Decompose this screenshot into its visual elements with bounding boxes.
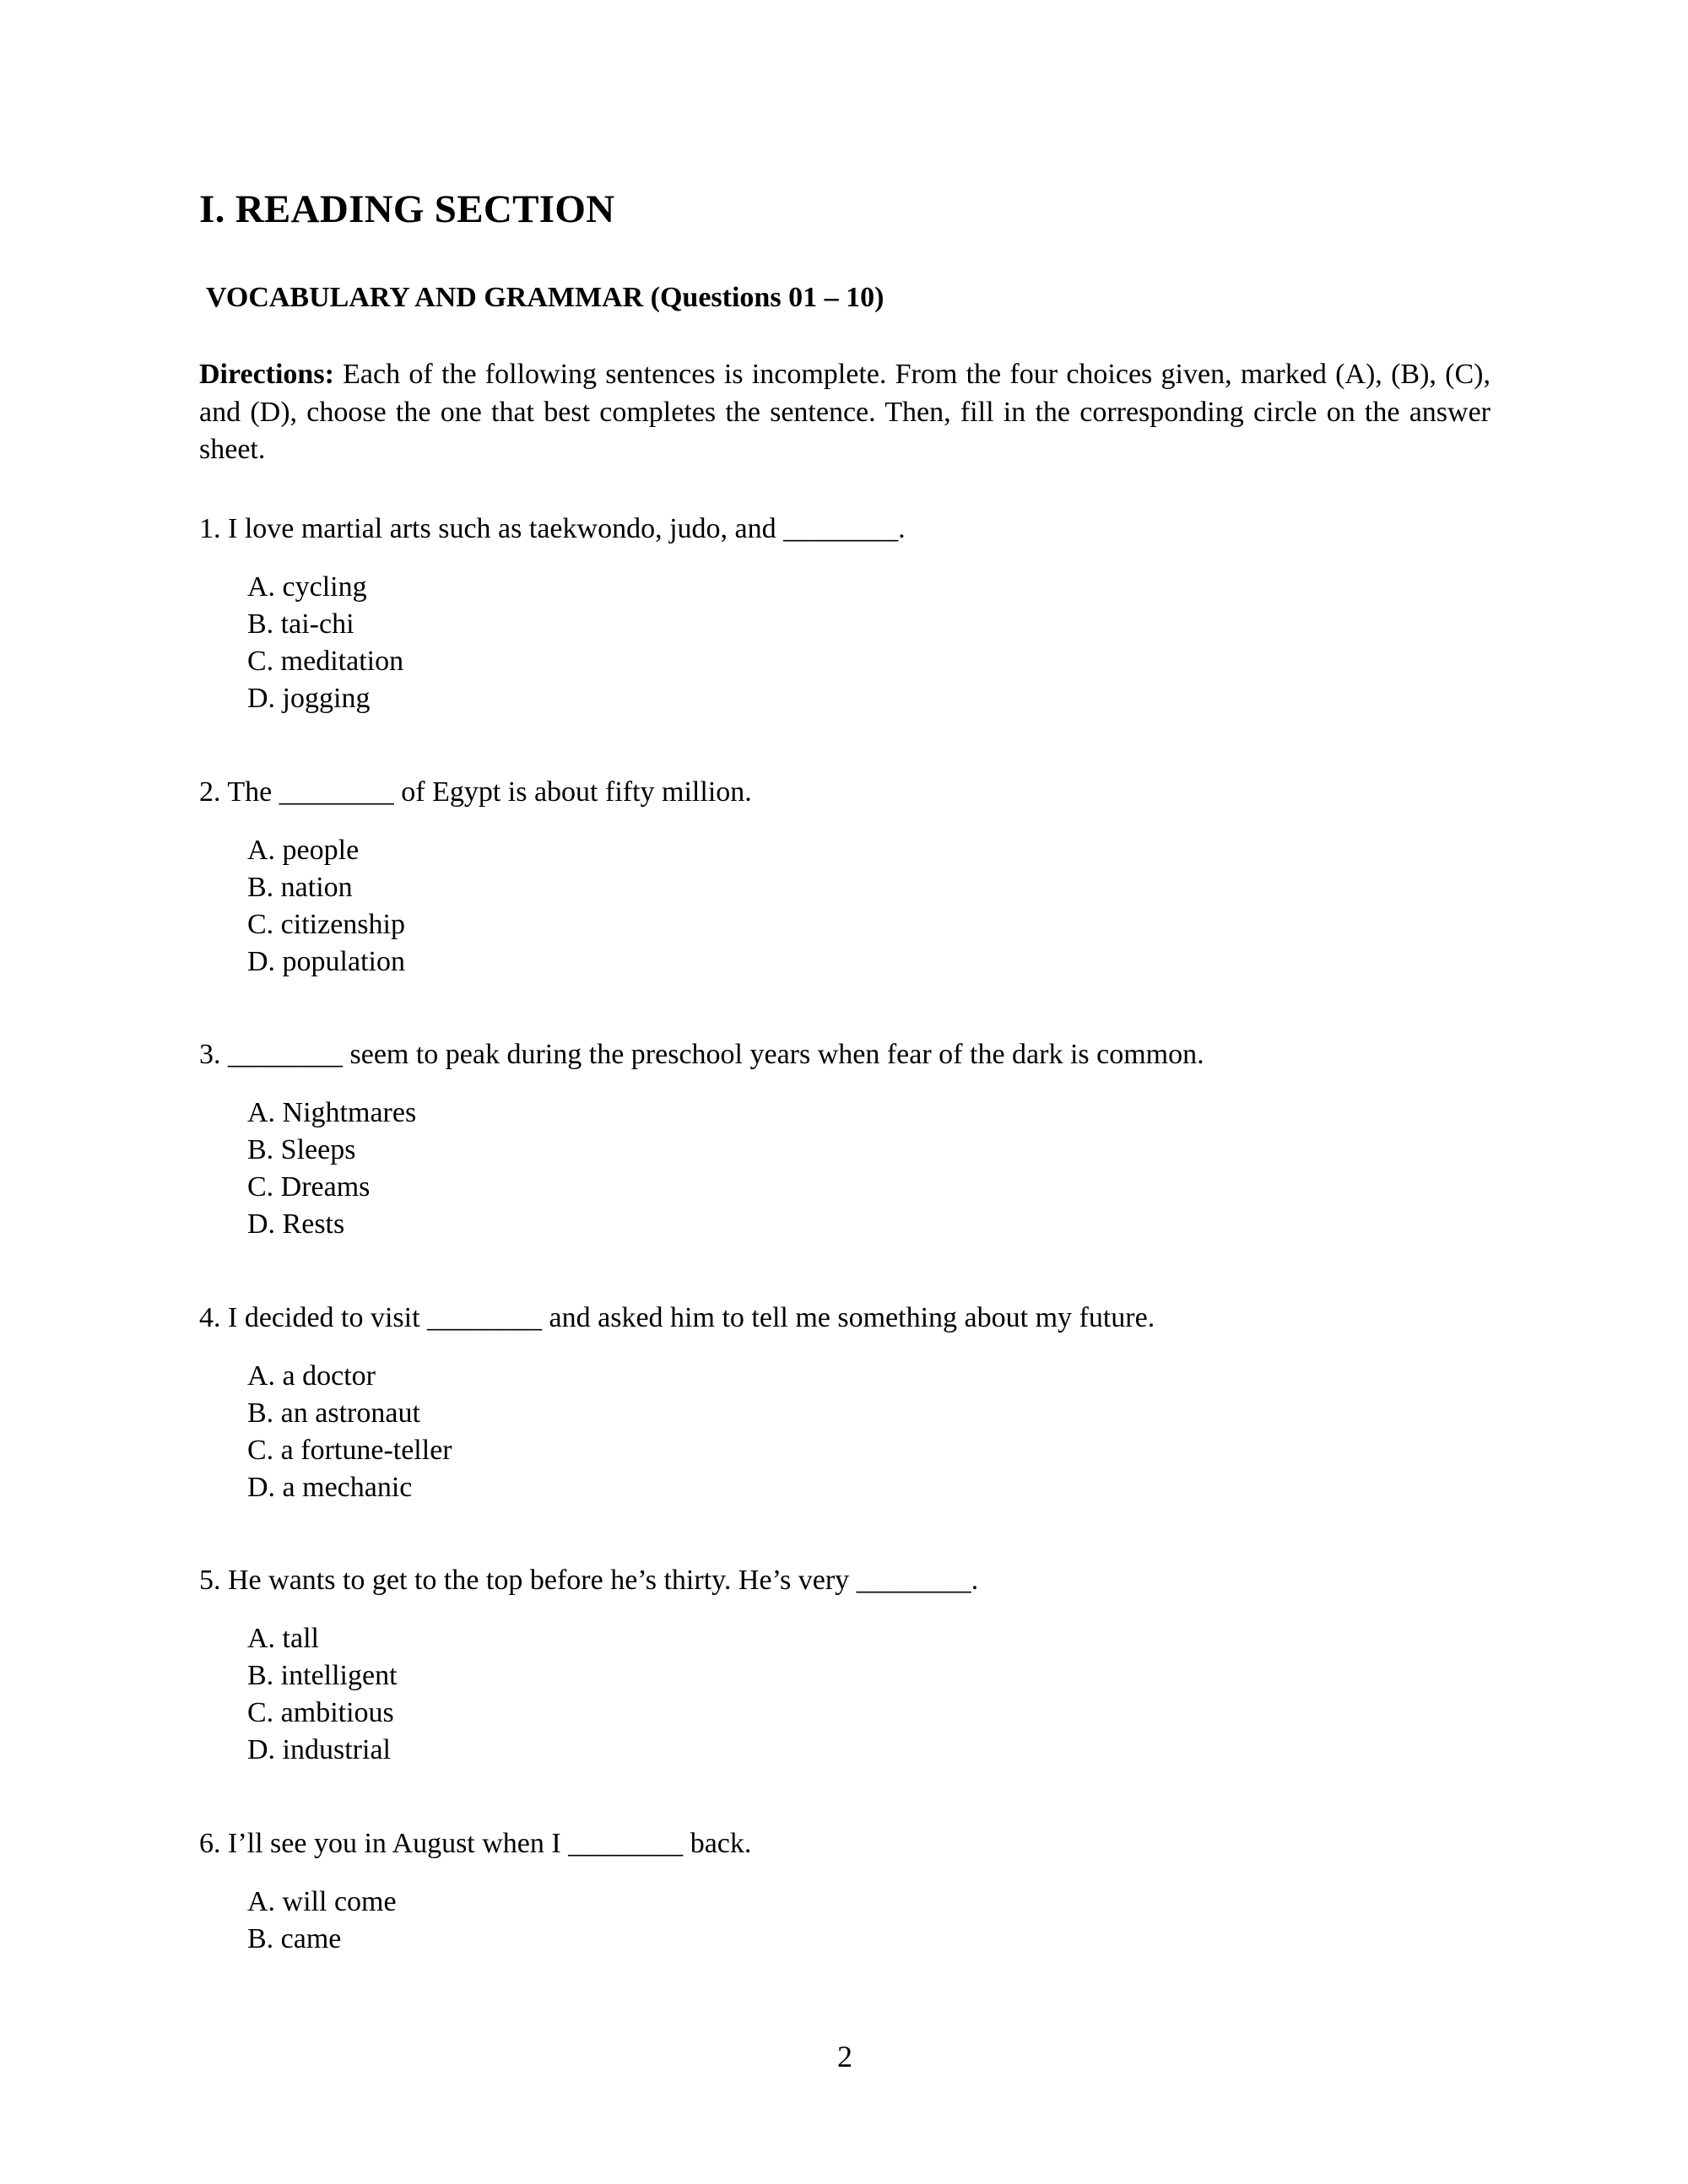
question-stem: 3. ________ seem to peak during the preschool years when fear of the dark is common. bbox=[199, 1039, 1204, 1070]
question-stem: 2. The ________ of Egypt is about fifty million. bbox=[199, 776, 752, 808]
option-b: B. came bbox=[247, 1923, 342, 1954]
option-b: B. Sleeps bbox=[247, 1134, 356, 1165]
option-d: D. a mechanic bbox=[247, 1472, 413, 1503]
page-number: 2 bbox=[837, 2040, 852, 2073]
option-list bbox=[199, 1358, 1491, 1506]
directions-text: Each of the following sentences is incomplete. From the four choices given, marked (A), (B), (C), and (D), choose the one that best completes the sentence. Then, fill in the corresponding circle on the answer sheet. bbox=[199, 359, 1491, 465]
subsection-title: VOCABULARY AND GRAMMAR (Questions 01 – 10) bbox=[206, 282, 885, 313]
directions-label: Directions: bbox=[199, 359, 334, 390]
question-stem: 1. I love martial arts such as taekwondo, judo, and ________. bbox=[199, 513, 906, 544]
question-1 bbox=[199, 511, 1491, 717]
option-list bbox=[199, 569, 1491, 717]
option-a: A. tall bbox=[247, 1623, 319, 1654]
option-b: B. tai-chi bbox=[247, 608, 354, 640]
option-a: A. people bbox=[247, 835, 360, 866]
option-list bbox=[199, 832, 1491, 981]
question-stem: 6. I’ll see you in August when I ________ back. bbox=[199, 1828, 752, 1859]
question-3 bbox=[199, 1036, 1491, 1243]
option-c: C. Dreams bbox=[247, 1171, 371, 1203]
option-d: D. population bbox=[247, 946, 405, 977]
option-list bbox=[199, 1620, 1491, 1769]
option-list bbox=[199, 1884, 1491, 1958]
question-5 bbox=[199, 1562, 1491, 1769]
option-d: D. Rests bbox=[247, 1208, 345, 1240]
option-d: D. jogging bbox=[247, 683, 371, 714]
question-4 bbox=[199, 1300, 1491, 1506]
option-b: B. an astronaut bbox=[247, 1397, 420, 1429]
option-b: B. nation bbox=[247, 872, 353, 903]
option-d: D. industrial bbox=[247, 1734, 391, 1765]
option-c: C. meditation bbox=[247, 646, 404, 677]
option-a: A. will come bbox=[247, 1886, 397, 1917]
question-2 bbox=[199, 774, 1491, 981]
option-c: C. citizenship bbox=[247, 909, 405, 940]
option-b: B. intelligent bbox=[247, 1660, 398, 1691]
section-title: I. READING SECTION bbox=[199, 187, 615, 231]
option-a: A. a doctor bbox=[247, 1360, 376, 1392]
directions-paragraph bbox=[199, 356, 1491, 469]
option-a: A. cycling bbox=[247, 571, 367, 603]
option-c: C. ambitious bbox=[247, 1697, 394, 1728]
question-6 bbox=[199, 1825, 1491, 1958]
question-stem: 5. He wants to get to the top before he’s thirty. He’s very ________. bbox=[199, 1565, 979, 1596]
document-page bbox=[199, 0, 1491, 2184]
question-stem: 4. I decided to visit ________ and asked him to tell me something about my future. bbox=[199, 1302, 1155, 1333]
option-a: A. Nightmares bbox=[247, 1097, 417, 1128]
option-c: C. a fortune-teller bbox=[247, 1435, 452, 1466]
option-list bbox=[199, 1095, 1491, 1243]
